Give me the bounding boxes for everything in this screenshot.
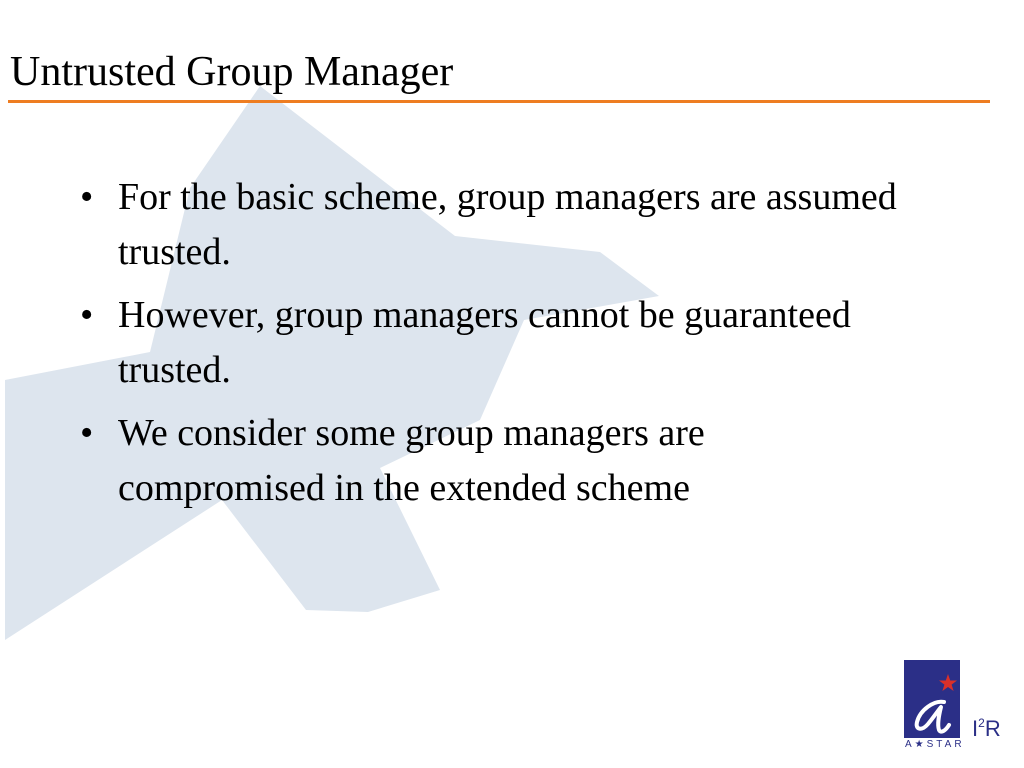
bullet-item <box>80 406 920 516</box>
bullet-icon: • <box>80 412 94 454</box>
i2r-superscript: 2 <box>978 716 985 730</box>
bullet-text: However, group managers cannot be guaranteed trusted. <box>118 294 851 391</box>
bullet-list <box>80 170 920 524</box>
i2r-prefix: I <box>972 716 979 741</box>
bullet-item <box>80 170 920 280</box>
astar-a-star-icon <box>904 660 960 738</box>
bullet-text: For the basic scheme, group managers are assumed trusted. <box>118 176 897 273</box>
bullet-icon: • <box>80 176 94 218</box>
astar-i2r-logo <box>904 660 1014 752</box>
i2r-suffix: R <box>984 716 1001 741</box>
bullet-icon: • <box>80 294 94 336</box>
i2r-wordmark <box>972 710 1001 742</box>
page-title: Untrusted Group Manager <box>10 49 454 95</box>
title-divider <box>8 100 990 103</box>
bullet-text: We consider some group managers are compromised in the extended scheme <box>118 412 705 509</box>
astar-wordmark: A★STAR <box>905 739 965 750</box>
bullet-item <box>80 288 920 398</box>
